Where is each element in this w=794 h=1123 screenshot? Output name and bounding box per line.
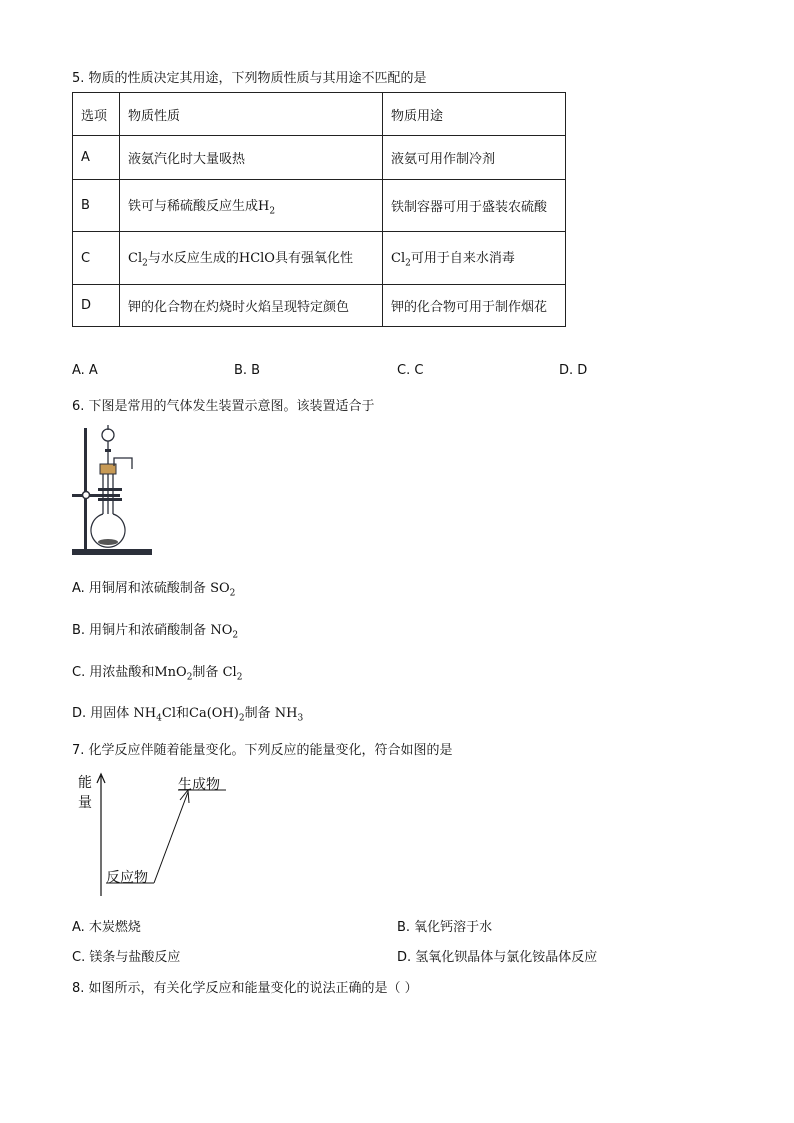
q5-option-d[interactable]: D. D (559, 363, 588, 378)
product-label: 生成物 (178, 777, 220, 793)
q5-stem: 5. 物质的性质决定其用途，下列物质性质与其用途不匹配的是 (72, 71, 427, 86)
q5-option-b[interactable]: B. B (234, 363, 261, 378)
reactant-label: 反应物 (106, 870, 148, 886)
col-option: 选项 (73, 93, 120, 136)
row-option: D (73, 285, 120, 327)
table-row (73, 285, 566, 327)
q6-option-a[interactable]: A. 用铜屑和浓硫酸制备 $SO_2$ (72, 581, 236, 599)
row-property: 钾的化合物在灼烧时火焰呈现特定颜色 (120, 285, 383, 327)
q5-option-a[interactable]: A. A (72, 363, 98, 378)
table-header-row (73, 93, 566, 136)
row-option: C (73, 232, 120, 285)
row-option: A (73, 136, 120, 180)
row-use: 钾的化合物可用于制作烟花 (383, 285, 566, 327)
q5-option-c[interactable]: C. C (397, 363, 424, 378)
q6-option-b[interactable]: B. 用铜片和浓硝酸制备 $NO_2$ (72, 623, 239, 641)
table-row (73, 136, 566, 180)
row-property: $Cl_2$与水反应生成的HClO具有强氧化性 (120, 232, 383, 285)
q6-stem: 6. 下图是常用的气体发生装置示意图。该装置适合于 (72, 399, 375, 414)
q7-option-d[interactable]: D. 氢氧化钡晶体与氯化铵晶体反应 (397, 950, 598, 965)
row-use: $Cl_2$可用于自来水消毒 (383, 232, 566, 285)
q6-option-d[interactable]: D. 用固体 $NH_4Cl$和$Ca(OH)_2$制备 $NH_3$ (72, 706, 304, 724)
row-property: 铁可与稀硫酸反应生成$H_2$ (120, 180, 383, 232)
energy-diagram (72, 770, 242, 900)
q7-option-a[interactable]: A. 木炭燃烧 (72, 920, 141, 935)
col-use: 物质用途 (383, 93, 566, 136)
y-axis-label: 量 (78, 795, 92, 811)
gas-generator-apparatus-image (70, 422, 160, 562)
q8-stem: 8. 如图所示，有关化学反应和能量变化的说法正确的是（ ） (72, 981, 418, 996)
q6-option-c[interactable]: C. 用浓盐酸和MnO$_2$制备 $Cl_2$ (72, 665, 243, 683)
row-option: B (73, 180, 120, 232)
row-property: 液氨汽化时大量吸热 (120, 136, 383, 180)
table-row (73, 180, 566, 232)
q7-option-b[interactable]: B. 氧化钙溶于水 (397, 920, 493, 935)
table-row (73, 232, 566, 285)
q7-stem: 7. 化学反应伴随着能量变化。下列反应的能量变化，符合如图的是 (72, 743, 453, 758)
q7-option-c[interactable]: C. 镁条与盐酸反应 (72, 950, 181, 965)
row-use: 液氨可用作制冷剂 (383, 136, 566, 180)
q5-table (72, 92, 566, 327)
row-use: 铁制容器可用于盛装农硫酸 (383, 180, 566, 232)
y-axis-label: 能 (78, 775, 92, 791)
col-property: 物质性质 (120, 93, 383, 136)
